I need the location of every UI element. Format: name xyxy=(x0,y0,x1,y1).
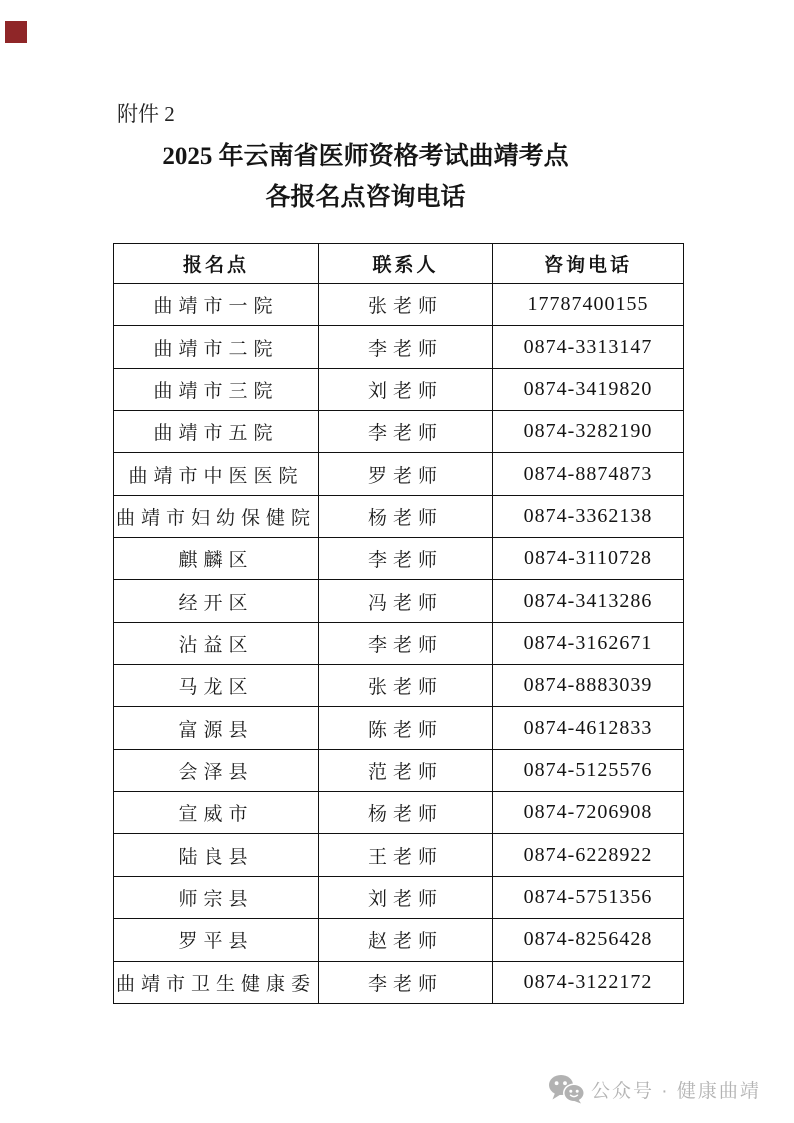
cell-site: 曲靖市二院 xyxy=(114,326,319,368)
cell-contact: 陈老师 xyxy=(319,707,493,749)
watermark xyxy=(548,1074,761,1104)
table-row xyxy=(114,792,684,834)
cell-contact: 王老师 xyxy=(319,834,493,876)
cell-phone: 0874-4612833 xyxy=(493,707,684,749)
cell-phone: 0874-7206908 xyxy=(493,792,684,834)
cell-site: 沾益区 xyxy=(114,622,319,664)
red-corner-mark xyxy=(5,21,27,43)
cell-site: 会泽县 xyxy=(114,749,319,791)
header-site: 报名点 xyxy=(114,244,319,284)
header-contact: 联系人 xyxy=(319,244,493,284)
cell-site: 经开区 xyxy=(114,580,319,622)
header-phone: 咨询电话 xyxy=(493,244,684,284)
table-row xyxy=(114,749,684,791)
cell-phone: 0874-3110728 xyxy=(493,538,684,580)
cell-contact: 李老师 xyxy=(319,411,493,453)
cell-phone: 0874-8883039 xyxy=(493,665,684,707)
cell-site: 宣威市 xyxy=(114,792,319,834)
cell-phone: 0874-3413286 xyxy=(493,580,684,622)
table-body xyxy=(114,284,684,1004)
cell-contact: 李老师 xyxy=(319,622,493,664)
table-row xyxy=(114,707,684,749)
cell-phone: 0874-3313147 xyxy=(493,326,684,368)
cell-contact: 张老师 xyxy=(319,665,493,707)
cell-site: 富源县 xyxy=(114,707,319,749)
contact-phone-table xyxy=(113,243,684,1004)
cell-phone: 0874-3419820 xyxy=(493,368,684,410)
title-line-2: 各报名点咨询电话 xyxy=(265,184,466,211)
table-row xyxy=(114,495,684,537)
table-row xyxy=(114,665,684,707)
cell-site: 陆良县 xyxy=(114,834,319,876)
cell-site: 马龙区 xyxy=(114,665,319,707)
table-row xyxy=(114,580,684,622)
table-row xyxy=(114,538,684,580)
cell-phone: 0874-5751356 xyxy=(493,876,684,918)
cell-phone: 0874-3282190 xyxy=(493,411,684,453)
cell-contact: 李老师 xyxy=(319,326,493,368)
attachment-label: 附件 2 xyxy=(117,102,175,126)
table-row xyxy=(114,411,684,453)
cell-contact: 杨老师 xyxy=(319,495,493,537)
cell-site: 曲靖市卫生健康委 xyxy=(114,961,319,1003)
cell-contact: 张老师 xyxy=(319,284,493,326)
cell-contact: 刘老师 xyxy=(319,368,493,410)
table-row xyxy=(114,326,684,368)
cell-phone: 0874-6228922 xyxy=(493,834,684,876)
cell-site: 曲靖市五院 xyxy=(114,411,319,453)
table-row xyxy=(114,368,684,410)
cell-phone: 17787400155 xyxy=(493,284,684,326)
table-row xyxy=(114,284,684,326)
watermark-text: 公众号 · 健康曲靖 xyxy=(591,1080,761,1102)
table-row xyxy=(114,876,684,918)
document-title xyxy=(113,136,618,218)
cell-phone: 0874-8874873 xyxy=(493,453,684,495)
table-row xyxy=(114,834,684,876)
cell-phone: 0874-5125576 xyxy=(493,749,684,791)
cell-contact: 李老师 xyxy=(319,961,493,1003)
cell-phone: 0874-8256428 xyxy=(493,919,684,961)
wechat-icon xyxy=(548,1074,584,1104)
table-row xyxy=(114,919,684,961)
cell-phone: 0874-3162671 xyxy=(493,622,684,664)
cell-site: 曲靖市一院 xyxy=(114,284,319,326)
cell-phone: 0874-3362138 xyxy=(493,495,684,537)
table-row xyxy=(114,961,684,1003)
cell-site: 罗平县 xyxy=(114,919,319,961)
table-row xyxy=(114,622,684,664)
cell-site: 师宗县 xyxy=(114,876,319,918)
cell-contact: 李老师 xyxy=(319,538,493,580)
cell-contact: 刘老师 xyxy=(319,876,493,918)
title-line-1: 2025 年云南省医师资格考试曲靖考点 xyxy=(162,143,569,170)
cell-contact: 罗老师 xyxy=(319,453,493,495)
cell-site: 曲靖市三院 xyxy=(114,368,319,410)
table-row xyxy=(114,453,684,495)
cell-site: 麒麟区 xyxy=(114,538,319,580)
cell-site: 曲靖市妇幼保健院 xyxy=(114,495,319,537)
cell-contact: 赵老师 xyxy=(319,919,493,961)
cell-contact: 杨老师 xyxy=(319,792,493,834)
cell-contact: 范老师 xyxy=(319,749,493,791)
table-header-row xyxy=(114,244,684,284)
cell-site: 曲靖市中医医院 xyxy=(114,453,319,495)
cell-contact: 冯老师 xyxy=(319,580,493,622)
cell-phone: 0874-3122172 xyxy=(493,961,684,1003)
